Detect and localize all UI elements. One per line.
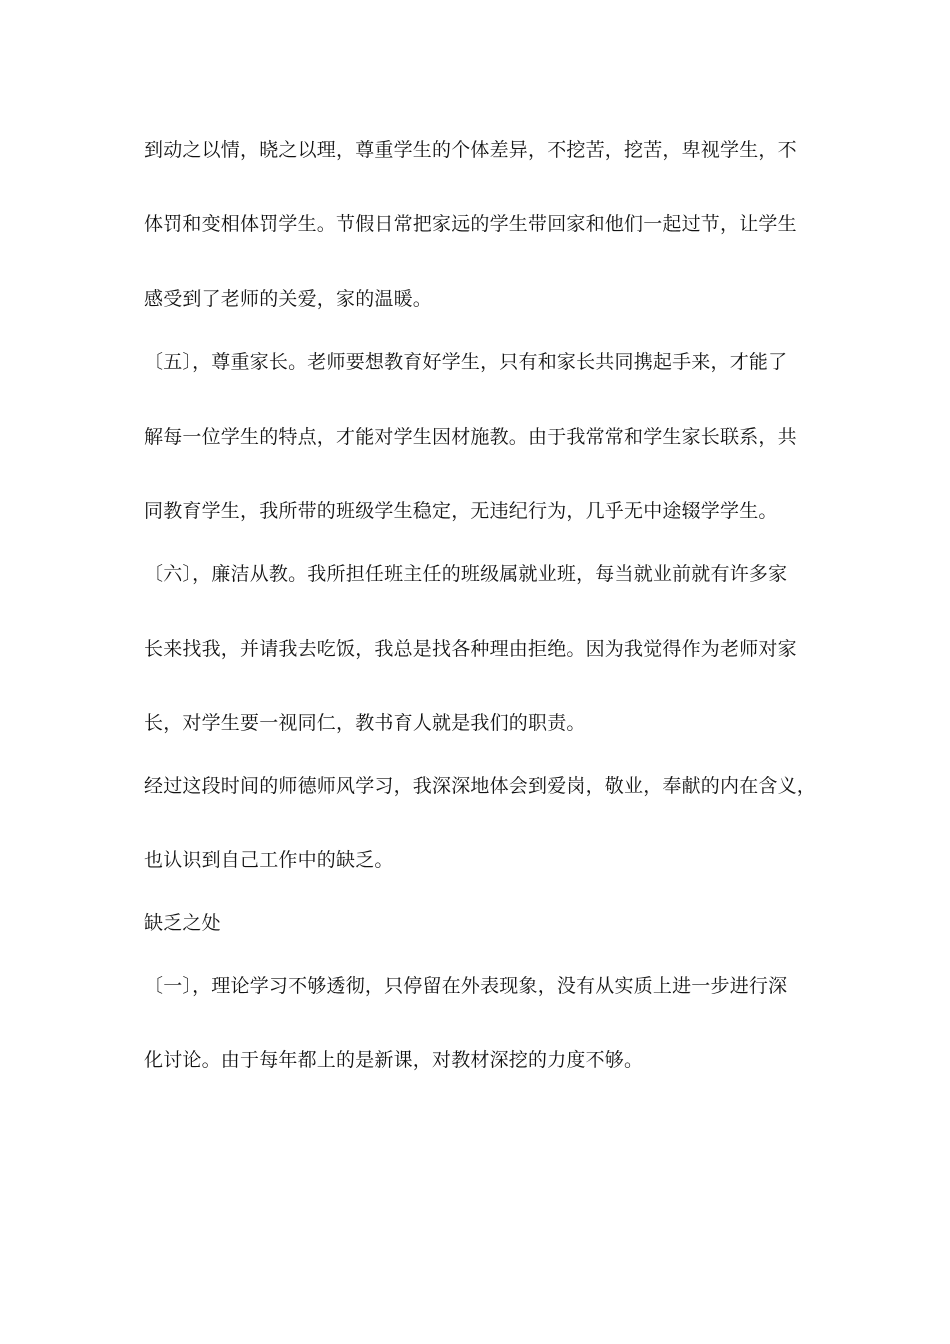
section-heading-line: 〔一〕，理论学习不够透彻，只停留在外表现象，没有从实质上进一步进行深 (144, 975, 788, 997)
paragraph-line: 也认识到自己工作中的缺乏。 (144, 849, 394, 871)
paragraph-line: 体罚和变相体罚学生。节假日常把家远的学生带回家和他们一起过节，让学生 (144, 213, 797, 235)
paragraph-line: 同教育学生，我所带的班级学生稳定，无违纪行为，几乎无中途辍学学生。 (144, 500, 778, 522)
paragraph-line: 解每一位学生的特点，才能对学生因材施教。由于我常常和学生家长联系，共 (144, 426, 797, 448)
paragraph-line: 经过这段时间的师德师风学习，我深深地体会到爱岗，敬业，奉献的内在含义， (144, 775, 817, 797)
section-heading-line: 〔六〕，廉洁从教。我所担任班主任的班级属就业班，每当就业前就有许多家 (144, 563, 788, 585)
paragraph-line: 化讨论。由于每年都上的是新课，对教材深挖的力度不够。 (144, 1049, 644, 1071)
subheading-line: 缺乏之处 (144, 912, 221, 934)
section-heading-line: 〔五〕，尊重家长。老师要想教育好学生，只有和家长共同携起手来，才能了 (144, 351, 788, 373)
paragraph-line: 感受到了老师的关爱，家的温暖。 (144, 288, 433, 310)
paragraph-line: 长，对学生要一视同仁，教书育人就是我们的职责。 (144, 712, 586, 734)
paragraph-line: 到动之以情，晓之以理，尊重学生的个体差异，不挖苦，挖苦，卑视学生，不 (144, 139, 797, 161)
paragraph-line: 长来找我，并请我去吃饭，我总是找各种理由拒绝。因为我觉得作为老师对家 (144, 638, 797, 660)
